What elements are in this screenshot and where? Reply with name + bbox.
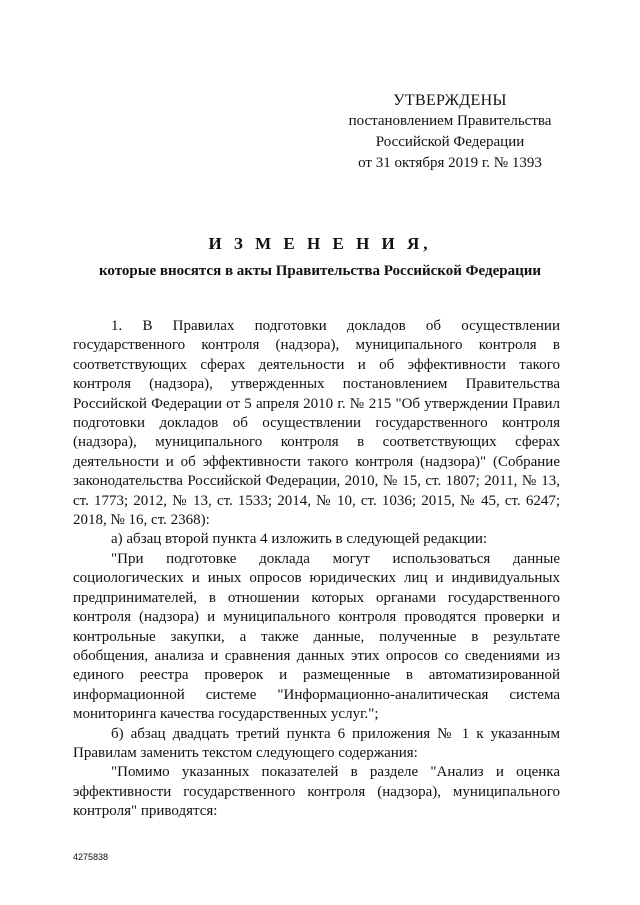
paragraph-a: а) абзац второй пункта 4 изложить в следующей редакции:	[111, 531, 488, 548]
paragraph-quote-2: "Помимо указанных показателей в разделе "Анализ и оценка эффективности государственного контроля (надзора), муниципального контроля" приводятся:	[73, 764, 560, 820]
document-subtitle: которые вносятся в акты Правительства Российской Федерации	[98, 263, 542, 279]
approval-line-3: от 31 октября 2019 г. № 1393	[358, 155, 542, 171]
document-title: И З М Е Н Е Н И Я,	[208, 234, 432, 253]
document-code: 4275838	[73, 852, 109, 862]
approval-title: УТВЕРЖДЕНЫ	[393, 92, 507, 109]
document-body	[73, 317, 560, 822]
paragraph-b: б) абзац двадцать третий пункта 6 приложения № 1 к указанным Правилам заменить текстом следующего содержания:	[73, 725, 560, 761]
paragraph-quote-1: "При подготовке доклада могут использоваться данные социологических и иных опросов юридических лиц и индивидуальных предпринимателей, в отношении которых органами государственного контроля (надзора) и муниципального контроля проводятся проверки и контрольные закупки, а также данные, полученные в результате обобщения, анализа и сравнения данных этих опросов со сведениями из единого реестра проверок и размещенные в автоматизированной информационной системе "Информационно-аналитическая система мониторинга качества государственных услуг.";	[73, 550, 560, 723]
approval-block	[330, 90, 570, 174]
approval-line-1: постановлением Правительства	[348, 113, 552, 129]
approval-line-2: Российской Федерации	[375, 134, 525, 150]
paragraph-1: 1. В Правилах подготовки докладов об осуществлении государственного контроля (надзора), муниципального контроля в соответствующих сферах деятельности и об эффективности такого контроля (надзора), утвержденных постановлением Правительства Российской Федерации от 5 апреля 2010 г. № 215 "Об утверждении Правил подготовки докладов об осуществлении государственного контроля (надзора), муниципального контроля в соответствующих сферах деятельности и об эффективности такого контроля (надзора)" (Собрание законодательства Российской Федерации, 2010, № 15, ст. 1807; 2011, № 13, ст. 1773; 2012, № 13, ст. 1533; 2014, № 10, ст. 1036; 2015, № 45, ст. 6247; 2018, № 16, ст. 2368):	[73, 318, 560, 529]
